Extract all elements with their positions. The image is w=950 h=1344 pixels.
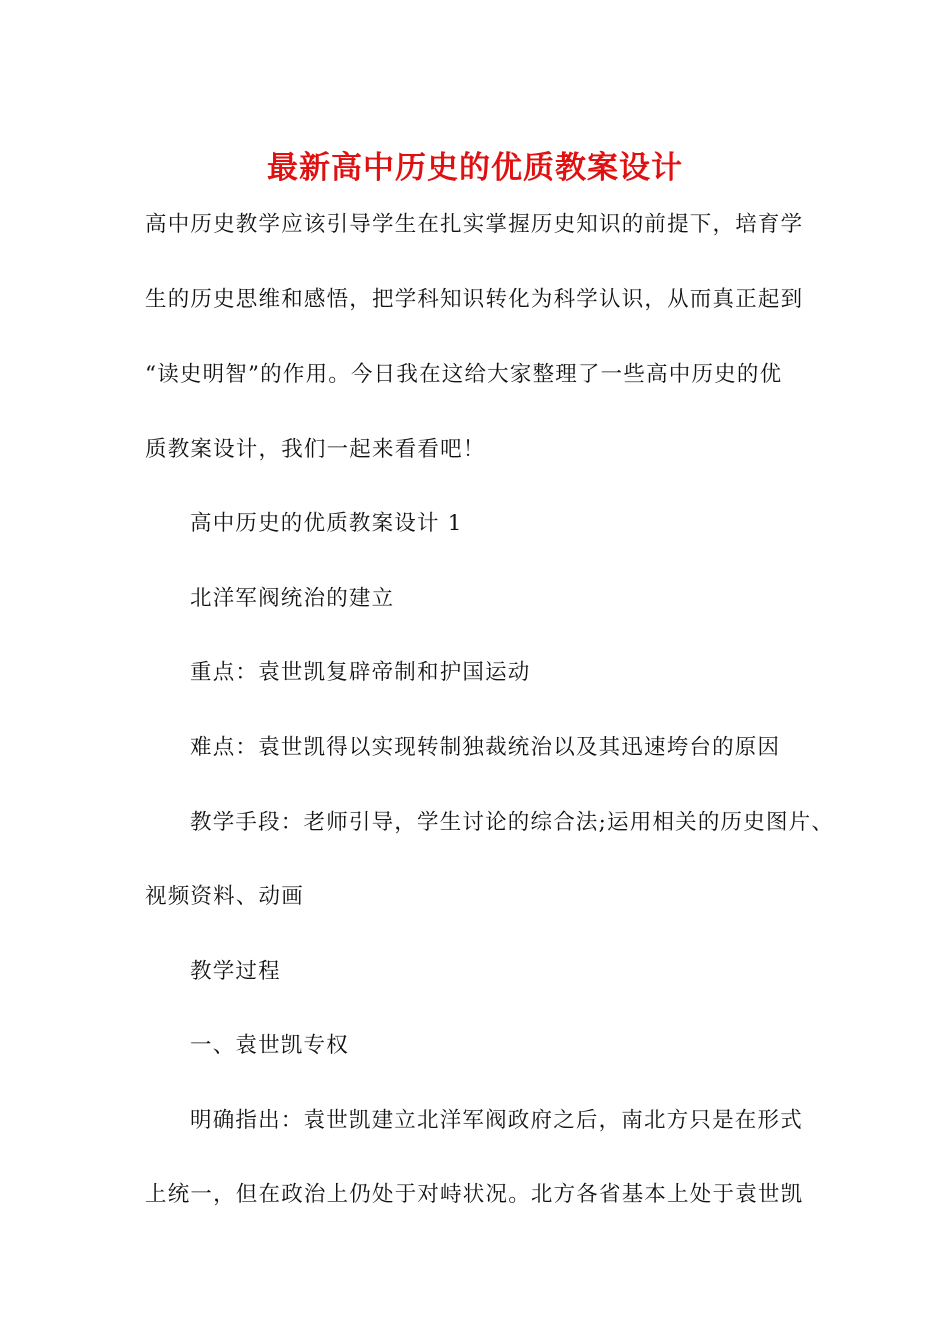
teaching-method-line-1: 教学手段：老师引导，学生讨论的综合法;运用相关的历史图片、	[190, 810, 835, 835]
section-heading: 高中历史的优质教案设计 1	[190, 511, 463, 536]
key-point: 重点：袁世凯复辟帝制和护国运动	[190, 660, 531, 685]
intro-line-1: 高中历史教学应该引导学生在扎实掌握历史知识的前提下，培育学	[145, 212, 804, 237]
teaching-method-line-2: 视频资料、动画	[145, 884, 304, 909]
body-line-2: 上统一，但在政治上仍处于对峙状况。北方各省基本上处于袁世凯	[145, 1182, 804, 1207]
part-one-heading: 一、袁世凯专权	[190, 1033, 349, 1058]
lesson-title: 北洋军阀统治的建立	[190, 586, 395, 611]
document-title: 最新高中历史的优质教案设计	[267, 150, 683, 186]
intro-line-4: 质教案设计，我们一起来看看吧！	[145, 437, 486, 462]
intro-line-2: 生的历史思维和感悟，把学科知识转化为科学认识，从而真正起到	[145, 287, 804, 312]
body-line-1: 明确指出：袁世凯建立北洋军阀政府之后，南北方只是在形式	[190, 1108, 803, 1133]
difficult-point: 难点：袁世凯得以实现转制独裁统治以及其迅速垮台的原因	[190, 735, 781, 760]
teaching-process-heading: 教学过程	[190, 959, 281, 984]
intro-line-3: “读史明智”的作用。今日我在这给大家整理了一些高中历史的优	[145, 362, 783, 387]
